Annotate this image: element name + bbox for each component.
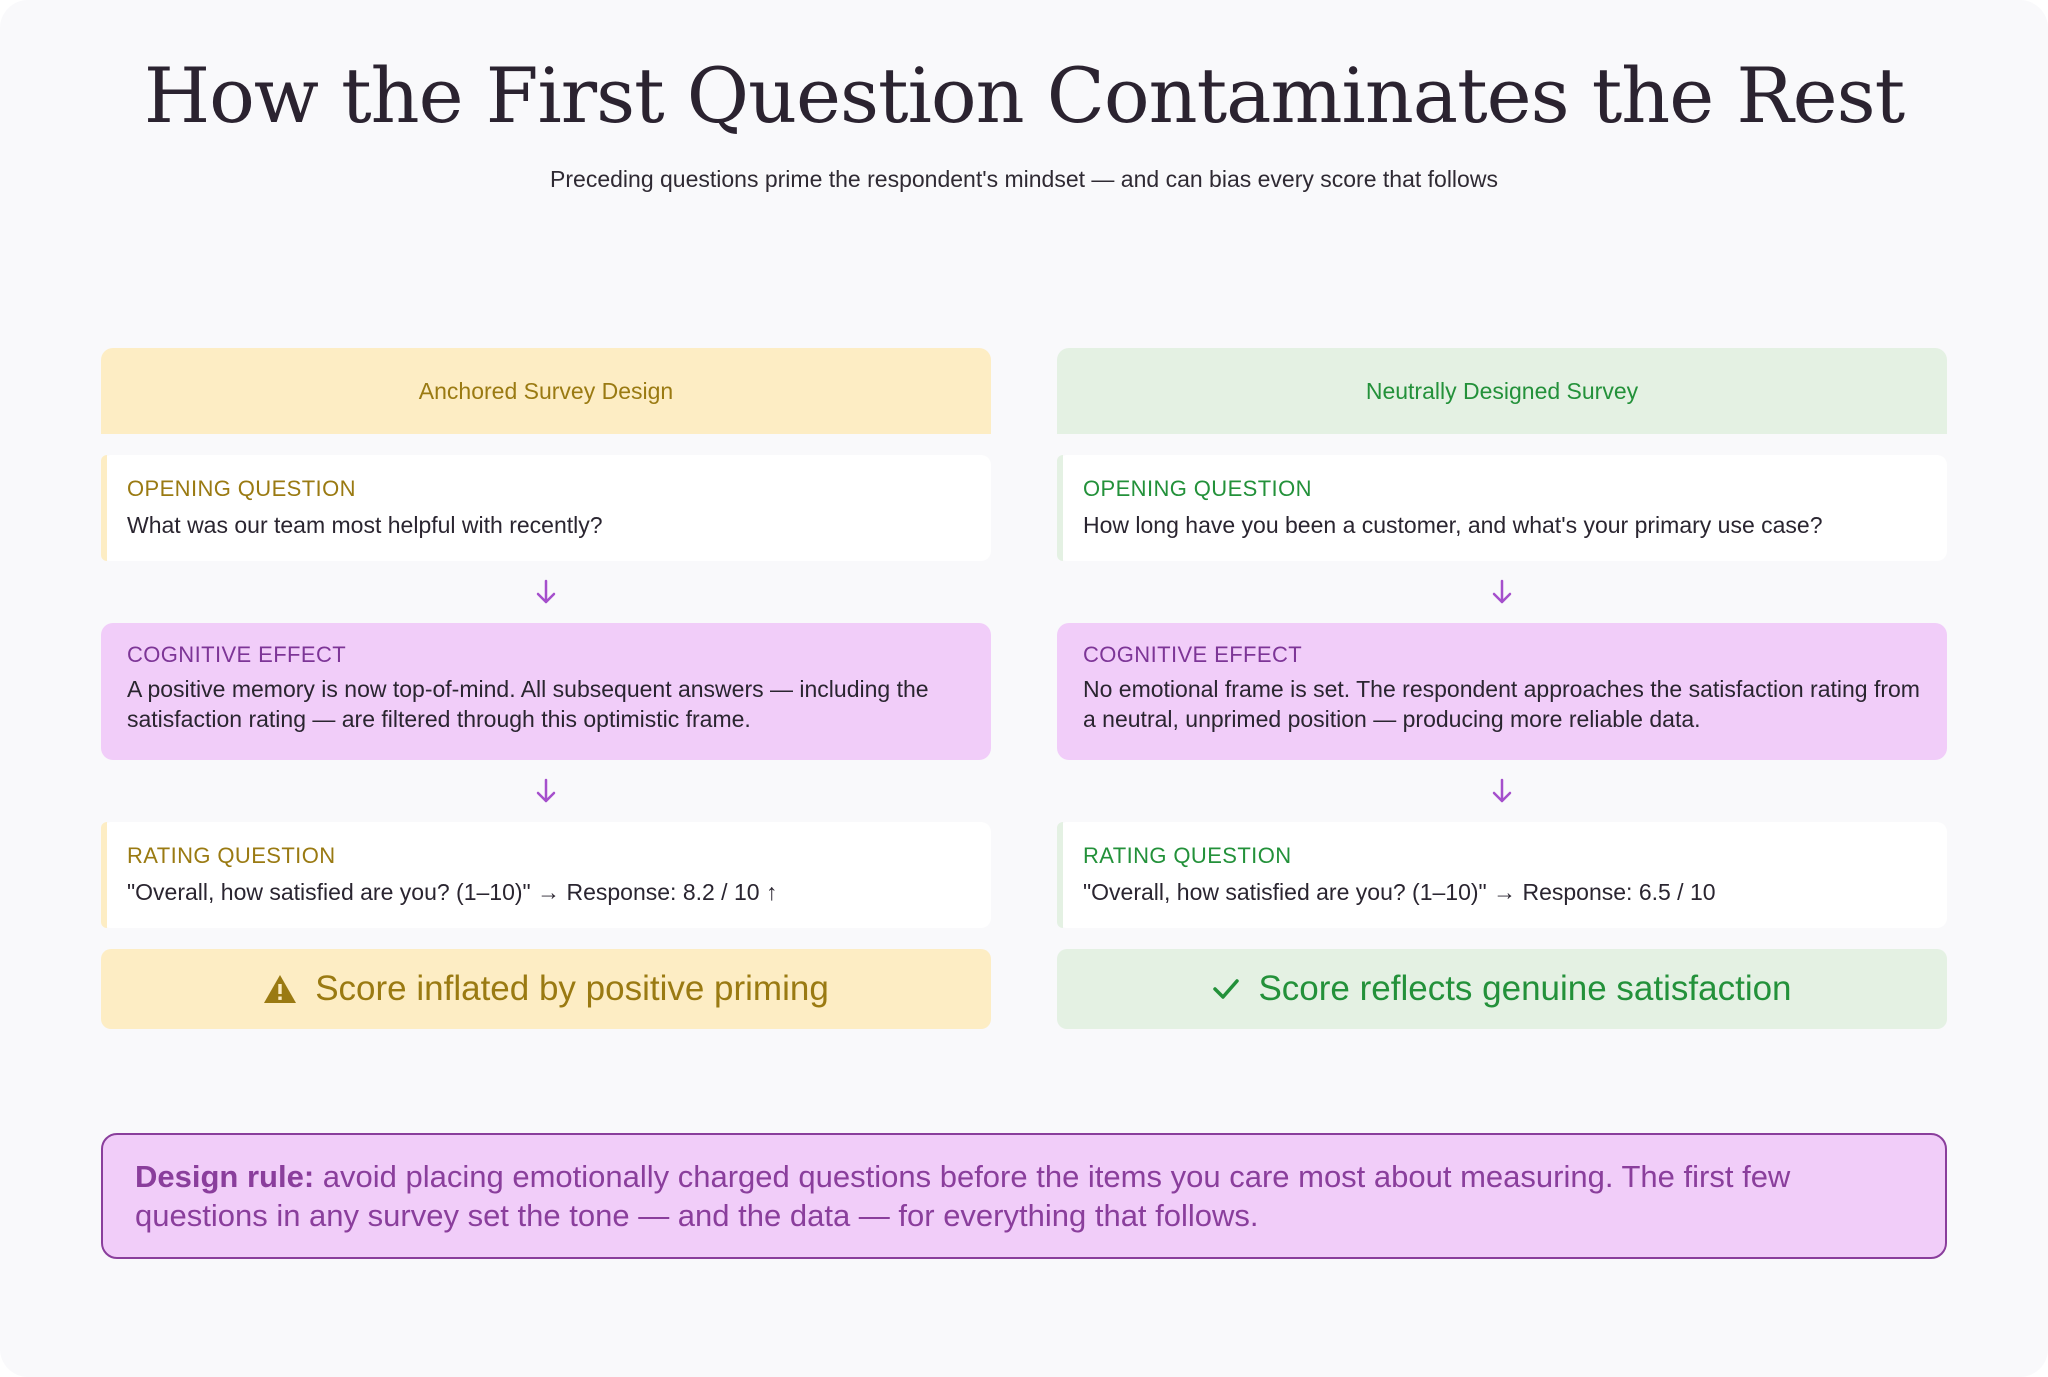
neutral-effect-text: No emotional frame is set. The respondent approaches the satisfaction rating from a neutral, unprimed position — producing more reliable data.: [1083, 675, 1920, 732]
anchored-column: [101, 348, 991, 1029]
anchored-effect-text: A positive memory is now top-of-mind. All subsequent answers — including the satisfaction rating — are filtered through this optimistic frame.: [127, 675, 929, 732]
warning-icon: [263, 974, 297, 1004]
anchored-column-title: Anchored Survey Design: [101, 348, 991, 434]
neutral-opening-label: OPENING QUESTION: [1083, 476, 1312, 501]
neutral-outcome-text: Score reflects genuine satisfaction: [1258, 969, 1792, 1008]
design-rule-label: Design rule:: [135, 1159, 315, 1194]
neutral-rating-card: [1057, 822, 1947, 928]
page-subtitle: Preceding questions prime the respondent's mindset — and can bias every score that follows: [550, 166, 1498, 192]
neutral-effect-label: COGNITIVE EFFECT: [1083, 642, 1303, 667]
neutral-column: [1057, 348, 1947, 1029]
neutral-column-title: Neutrally Designed Survey: [1057, 348, 1947, 434]
anchored-outcome: [101, 949, 991, 1029]
page-title: How the First Question Contaminates the Rest: [143, 51, 1905, 140]
design-rule-box: [101, 1133, 1947, 1259]
anchored-opening-text: What was our team most helpful with recently?: [127, 511, 603, 538]
down-arrow-icon: [1057, 760, 1947, 822]
neutral-opening-card: [1057, 455, 1947, 561]
anchored-opening-label: OPENING QUESTION: [127, 476, 356, 501]
neutral-rating-text: "Overall, how satisfied are you? (1–10)" → Response: 6.5 / 10: [1083, 878, 1716, 905]
anchored-outcome-text: Score inflated by positive priming: [315, 969, 829, 1008]
design-rule-text: avoid placing emotionally charged questions before the items you care most about measuring. The first few questions in any survey set the tone — and the data — for everything that follows.: [135, 1159, 1791, 1233]
neutral-outcome: [1057, 949, 1947, 1029]
neutral-rating-label: RATING QUESTION: [1083, 843, 1292, 868]
neutral-effect-card: [1057, 623, 1947, 760]
down-arrow-icon: [1057, 561, 1947, 623]
anchored-rating-text: "Overall, how satisfied are you? (1–10)" → Response: 8.2 / 10 ↑: [127, 878, 778, 905]
anchored-effect-card: [101, 623, 991, 760]
anchored-effect-label: COGNITIVE EFFECT: [127, 642, 347, 667]
down-arrow-icon: [101, 561, 991, 623]
neutral-opening-text: How long have you been a customer, and what's your primary use case?: [1083, 511, 1823, 538]
check-icon: [1212, 977, 1240, 1001]
anchored-rating-card: [101, 822, 991, 928]
anchored-rating-label: RATING QUESTION: [127, 843, 336, 868]
anchored-opening-card: [101, 455, 991, 561]
down-arrow-icon: [101, 760, 991, 822]
